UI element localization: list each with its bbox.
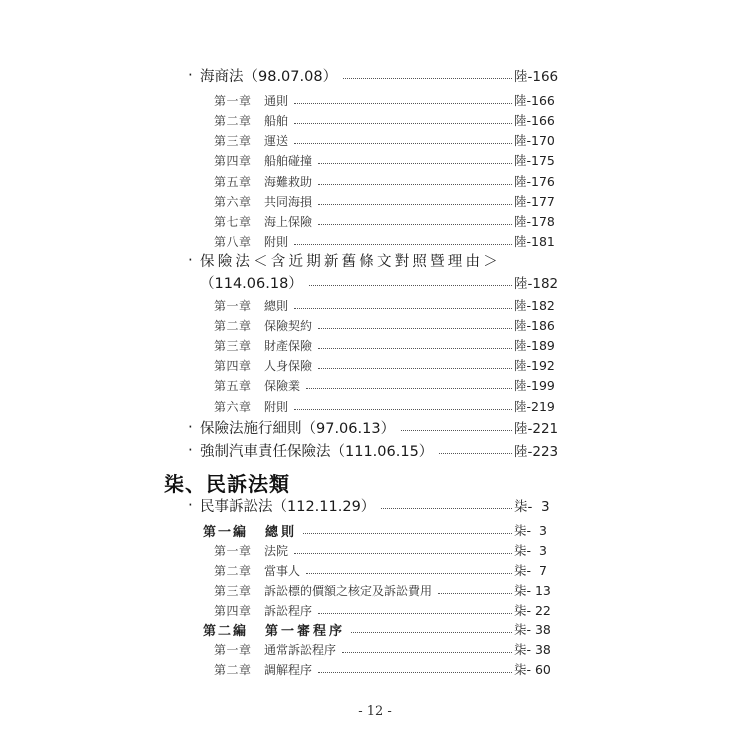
chapter-page: 陸-178 xyxy=(514,214,555,229)
part-page: 柒- 3 xyxy=(514,523,547,538)
dot-leader xyxy=(318,184,512,185)
chapter-title: 財產保險 xyxy=(264,338,313,353)
entry-title-line2: （114.06.18） xyxy=(200,275,303,292)
dot-leader xyxy=(381,508,512,509)
toc-chapter xyxy=(214,580,560,600)
dot-leader xyxy=(318,204,512,205)
bullet: · xyxy=(188,65,193,84)
toc-chapter xyxy=(214,130,560,150)
chapter-number: 第四章 xyxy=(214,153,252,168)
chapter-number: 第二章 xyxy=(214,113,252,128)
toc-chapter xyxy=(214,600,560,620)
dot-leader xyxy=(318,348,512,349)
chapter-number: 第五章 xyxy=(214,174,252,189)
toc-entry-maritime-act xyxy=(188,65,560,85)
toc-entry-insurance-rules xyxy=(188,417,560,437)
dot-leader xyxy=(294,103,512,104)
part-number: 第一編 xyxy=(203,524,249,540)
chapter-title: 訴訟標的價額之核定及訴訟費用 xyxy=(264,583,433,598)
toc-chapter xyxy=(214,295,560,315)
chapter-number: 第一章 xyxy=(214,93,252,108)
toc-chapter xyxy=(214,150,560,170)
entry-page: 陸-182 xyxy=(514,276,559,292)
chapter-title: 海上保險 xyxy=(264,214,313,229)
part-title: 總則 xyxy=(265,524,298,540)
chapter-page: 陸-170 xyxy=(514,133,555,148)
chapter-title: 總則 xyxy=(264,298,289,313)
bullet: · xyxy=(188,417,193,436)
chapter-number: 第六章 xyxy=(214,194,252,209)
chapter-page: 陸-175 xyxy=(514,153,555,168)
entry-page: 柒- 3 xyxy=(514,499,550,515)
bullet: · xyxy=(188,495,193,514)
toc-chapter xyxy=(214,639,560,659)
chapter-page: 柒- 22 xyxy=(514,603,551,618)
chapter-page: 陸-192 xyxy=(514,358,555,373)
chapter-number: 第二章 xyxy=(214,318,252,333)
toc-entry-insurance-act-line2 xyxy=(200,272,560,292)
toc-chapter xyxy=(214,396,560,416)
chapter-number: 第四章 xyxy=(214,603,252,618)
chapter-number: 第三章 xyxy=(214,133,252,148)
toc-chapter xyxy=(214,335,560,355)
toc-chapter xyxy=(214,375,560,395)
bullet: · xyxy=(188,440,193,459)
chapter-number: 第一章 xyxy=(214,642,252,657)
chapter-number: 第八章 xyxy=(214,234,252,249)
toc-entry-auto-liability xyxy=(188,440,560,460)
toc-chapter xyxy=(214,90,560,110)
dot-leader xyxy=(318,672,512,673)
toc-chapter xyxy=(214,211,560,231)
toc-part xyxy=(203,619,560,639)
chapter-page: 陸-177 xyxy=(514,194,555,209)
part-title: 第一審程序 xyxy=(265,623,346,639)
chapter-page: 陸-182 xyxy=(514,298,555,313)
entry-title-line1: 保險法＜含近期新舊條文對照暨理由＞ xyxy=(200,253,501,270)
chapter-title: 共同海損 xyxy=(264,194,313,209)
chapter-page: 陸-199 xyxy=(514,378,555,393)
dot-leader xyxy=(294,143,512,144)
chapter-title: 保險契約 xyxy=(264,318,313,333)
part-page: 柒- 38 xyxy=(514,622,551,637)
toc-chapter xyxy=(214,171,560,191)
chapter-number: 第二章 xyxy=(214,563,252,578)
chapter-number: 第六章 xyxy=(214,399,252,414)
chapter-number: 第二章 xyxy=(214,662,252,677)
chapter-number: 第三章 xyxy=(214,583,252,598)
chapter-page: 柒- 7 xyxy=(514,563,547,578)
section-heading: 柒、民訴法類 xyxy=(164,472,290,496)
chapter-page: 柒- 38 xyxy=(514,642,551,657)
dot-leader xyxy=(294,308,512,309)
dot-leader xyxy=(342,652,512,653)
chapter-title: 訴訟程序 xyxy=(264,603,313,618)
chapter-title: 通常訴訟程序 xyxy=(264,642,337,657)
chapter-title: 人身保險 xyxy=(264,358,313,373)
chapter-number: 第三章 xyxy=(214,338,252,353)
dot-leader xyxy=(401,430,512,431)
chapter-number: 第四章 xyxy=(214,358,252,373)
toc-chapter xyxy=(214,315,560,335)
chapter-number: 第五章 xyxy=(214,378,252,393)
dot-leader xyxy=(318,224,512,225)
toc-chapter xyxy=(214,560,560,580)
chapter-number: 第一章 xyxy=(214,298,252,313)
toc-chapter xyxy=(214,355,560,375)
toc-part xyxy=(203,520,560,540)
bullet: · xyxy=(188,250,193,269)
dot-leader xyxy=(439,453,512,454)
dot-leader xyxy=(294,244,512,245)
chapter-title: 附則 xyxy=(264,234,289,249)
dot-leader xyxy=(294,123,512,124)
dot-leader xyxy=(294,409,512,410)
toc-chapter xyxy=(214,540,560,560)
entry-title: 保險法施行細則（97.06.13） xyxy=(200,420,396,437)
chapter-page: 柒- 60 xyxy=(514,662,551,677)
chapter-page: 陸-176 xyxy=(514,174,555,189)
page-number-footer: - 12 - xyxy=(358,704,392,719)
chapter-title: 保險業 xyxy=(264,378,301,393)
dot-leader xyxy=(318,613,512,614)
chapter-number: 第一章 xyxy=(214,543,252,558)
chapter-page: 陸-166 xyxy=(514,93,555,108)
chapter-title: 調解程序 xyxy=(264,662,313,677)
dot-leader xyxy=(351,632,512,633)
toc-chapter xyxy=(214,659,560,679)
chapter-title: 通則 xyxy=(264,93,289,108)
entry-page: 陸-166 xyxy=(514,69,559,85)
dot-leader xyxy=(306,573,512,574)
chapter-number: 第七章 xyxy=(214,214,252,229)
dot-leader xyxy=(318,368,512,369)
dot-leader xyxy=(294,553,512,554)
entry-title: 強制汽車責任保險法（111.06.15） xyxy=(200,443,434,460)
toc-entry-civil-procedure xyxy=(188,495,560,515)
chapter-page: 陸-219 xyxy=(514,399,555,414)
chapter-page: 陸-186 xyxy=(514,318,555,333)
dot-leader xyxy=(303,533,512,534)
chapter-title: 船舶碰撞 xyxy=(264,153,313,168)
entry-page: 陸-223 xyxy=(514,444,559,460)
chapter-page: 陸-189 xyxy=(514,338,555,353)
dot-leader xyxy=(318,163,512,164)
dot-leader xyxy=(306,388,512,389)
dot-leader xyxy=(343,78,512,79)
dot-leader xyxy=(318,328,512,329)
chapter-page: 陸-166 xyxy=(514,113,555,128)
chapter-title: 運送 xyxy=(264,133,289,148)
chapter-title: 海難救助 xyxy=(264,174,313,189)
part-number: 第二編 xyxy=(203,623,249,639)
toc-chapter xyxy=(214,110,560,130)
chapter-page: 陸-181 xyxy=(514,234,555,249)
chapter-page: 柒- 3 xyxy=(514,543,547,558)
chapter-title: 法院 xyxy=(264,543,289,558)
dot-leader xyxy=(309,285,512,286)
entry-title: 海商法（98.07.08） xyxy=(200,68,338,85)
toc-entry-insurance-act xyxy=(188,250,560,270)
chapter-title: 船舶 xyxy=(264,113,289,128)
entry-title: 民事訴訟法（112.11.29） xyxy=(200,498,376,515)
toc-chapter xyxy=(214,191,560,211)
chapter-title: 當事人 xyxy=(264,563,301,578)
toc-chapter xyxy=(214,231,560,251)
chapter-page: 柒- 13 xyxy=(514,583,551,598)
chapter-title: 附則 xyxy=(264,399,289,414)
entry-page: 陸-221 xyxy=(514,421,559,437)
dot-leader xyxy=(438,593,512,594)
